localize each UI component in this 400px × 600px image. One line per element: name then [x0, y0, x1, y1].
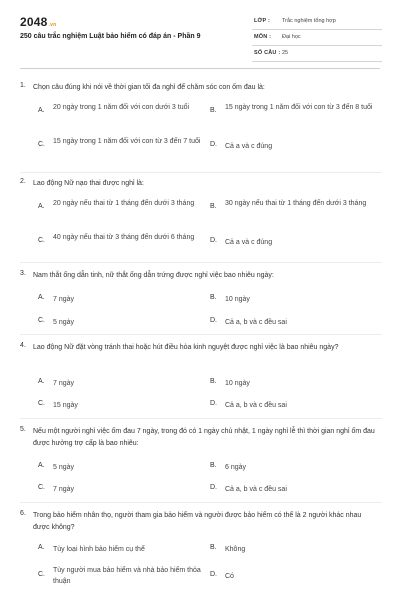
option-letter: D. — [210, 484, 217, 491]
option-text: 30 ngày nếu thai từ 1 tháng đến dưới 3 tháng — [225, 200, 367, 207]
option-letter: A. — [38, 294, 45, 301]
option-text: 10 ngày — [225, 296, 250, 303]
option-letter: C. — [38, 400, 45, 407]
document-header — [0, 0, 400, 68]
option-text: Cả a, b và c đều sai — [225, 486, 287, 493]
option-text: Tùy người mua bảo hiểm và nhà bảo hiểm thỏa thuận — [53, 567, 201, 585]
meta-label-count: SỐ CÂU : — [254, 50, 281, 56]
option-letter: B. — [210, 544, 217, 551]
question-text: Nam thắt ống dẫn tinh, nữ thắt ống dẫn trứng được nghỉ việc bao nhiêu ngày: — [33, 272, 274, 279]
option-letter: B. — [210, 294, 217, 301]
document-title: 250 câu trắc nghiệm Luật bảo hiểm có đáp án - Phần 9 — [20, 33, 201, 40]
option-letter: C. — [38, 484, 45, 491]
question-number: 5. — [20, 426, 26, 433]
meta-row-class — [252, 14, 382, 30]
option-text: 15 ngày trong 1 năm đối với con từ 3 đến 8 tuổi — [225, 104, 373, 111]
logo-suffix: .vn — [48, 22, 57, 28]
option-text: 7 ngày — [53, 380, 75, 387]
option-letter: A. — [38, 203, 45, 210]
option-letter: B. — [210, 203, 217, 210]
question-text: Nếu một người nghỉ việc ốm đau 7 ngày, trong đó có 1 ngày chủ nhật, 1 ngày nghỉ lễ thì thời gian nghỉ ốm đau được hưởng trợ cấp là bao nhiêu: — [33, 428, 375, 447]
option-text: Cả a, b và c đều sai — [225, 402, 287, 409]
site-logo[interactable] — [20, 15, 56, 29]
option-text: 6 ngày — [225, 464, 247, 471]
option-text: Không — [225, 546, 246, 553]
option-letter: B. — [210, 378, 217, 385]
option-text: Cả a và c đúng — [225, 239, 273, 246]
question-text: Lao động Nữ đặt vòng tránh thai hoặc hút điều hòa kinh nguyệt được nghỉ việc là bao nhiêu ngày? — [33, 344, 339, 351]
question-number: 3. — [20, 270, 26, 277]
question-number: 1. — [20, 82, 26, 89]
option-text: Có — [225, 573, 234, 580]
option-letter: D. — [210, 317, 217, 324]
meta-row-count — [252, 46, 382, 62]
question-divider — [20, 172, 382, 173]
option-letter: D. — [210, 237, 217, 244]
option-letter: A. — [38, 544, 45, 551]
question-text: Lao động Nữ nạo thai được nghỉ là: — [33, 180, 144, 187]
option-letter: C. — [38, 141, 45, 148]
question-text: Trong bảo hiểm nhân thọ, người tham gia bảo hiểm và người được bảo hiểm có thể là 2 người khác nhau được không? — [33, 512, 362, 531]
option-letter: A. — [38, 378, 45, 385]
question-number: 2. — [20, 178, 26, 185]
option-text: 15 ngày — [53, 402, 78, 409]
meta-value-count: 25 — [282, 50, 289, 56]
option-text: 20 ngày nếu thai từ 1 tháng đến dưới 3 tháng — [53, 200, 195, 207]
option-text: 40 ngày nếu thai từ 3 tháng đến dưới 6 tháng — [53, 234, 195, 241]
option-letter: B. — [210, 107, 217, 114]
option-text: Tùy loại hình bảo hiểm cụ thể — [53, 546, 145, 553]
question-text: Chọn câu đúng khi nói về thời gian tối đa nghỉ để chăm sóc con ốm đau là: — [33, 84, 265, 91]
option-letter: C. — [38, 571, 45, 578]
option-letter: A. — [38, 107, 45, 114]
question-divider — [20, 502, 382, 503]
option-text: 10 ngày — [225, 380, 250, 387]
logo-text: 2048 — [20, 15, 48, 29]
option-text: Cả a, b và c đều sai — [225, 319, 287, 326]
option-text: Cả a và c đúng — [225, 143, 273, 150]
option-letter: A. — [38, 462, 45, 469]
option-letter: D. — [210, 141, 217, 148]
question-divider — [20, 418, 382, 419]
header-divider — [20, 68, 380, 69]
option-text: 7 ngày — [53, 296, 75, 303]
option-letter: D. — [210, 571, 217, 578]
meta-label-class: LỚP : — [254, 18, 270, 24]
question-number: 6. — [20, 510, 26, 517]
question-divider — [20, 262, 382, 263]
question-divider — [20, 334, 382, 335]
meta-value-subject: Đại học — [282, 34, 301, 40]
option-letter: B. — [210, 462, 217, 469]
meta-table — [252, 14, 382, 62]
meta-value-class: Trắc nghiệm tổng hợp — [282, 18, 336, 24]
option-letter: C. — [38, 237, 45, 244]
option-text: 20 ngày trong 1 năm đối với con dưới 3 tuổi — [53, 104, 190, 111]
question-number: 4. — [20, 342, 26, 349]
option-letter: D. — [210, 400, 217, 407]
option-text: 5 ngày — [53, 464, 75, 471]
option-text: 5 ngày — [53, 319, 75, 326]
meta-label-subject: MÔN : — [254, 34, 272, 40]
meta-row-subject — [252, 30, 382, 46]
option-letter: C. — [38, 317, 45, 324]
option-text: 15 ngày trong 1 năm đối với con từ 3 đến 7 tuổi — [53, 138, 201, 145]
option-text: 7 ngày — [53, 486, 75, 493]
